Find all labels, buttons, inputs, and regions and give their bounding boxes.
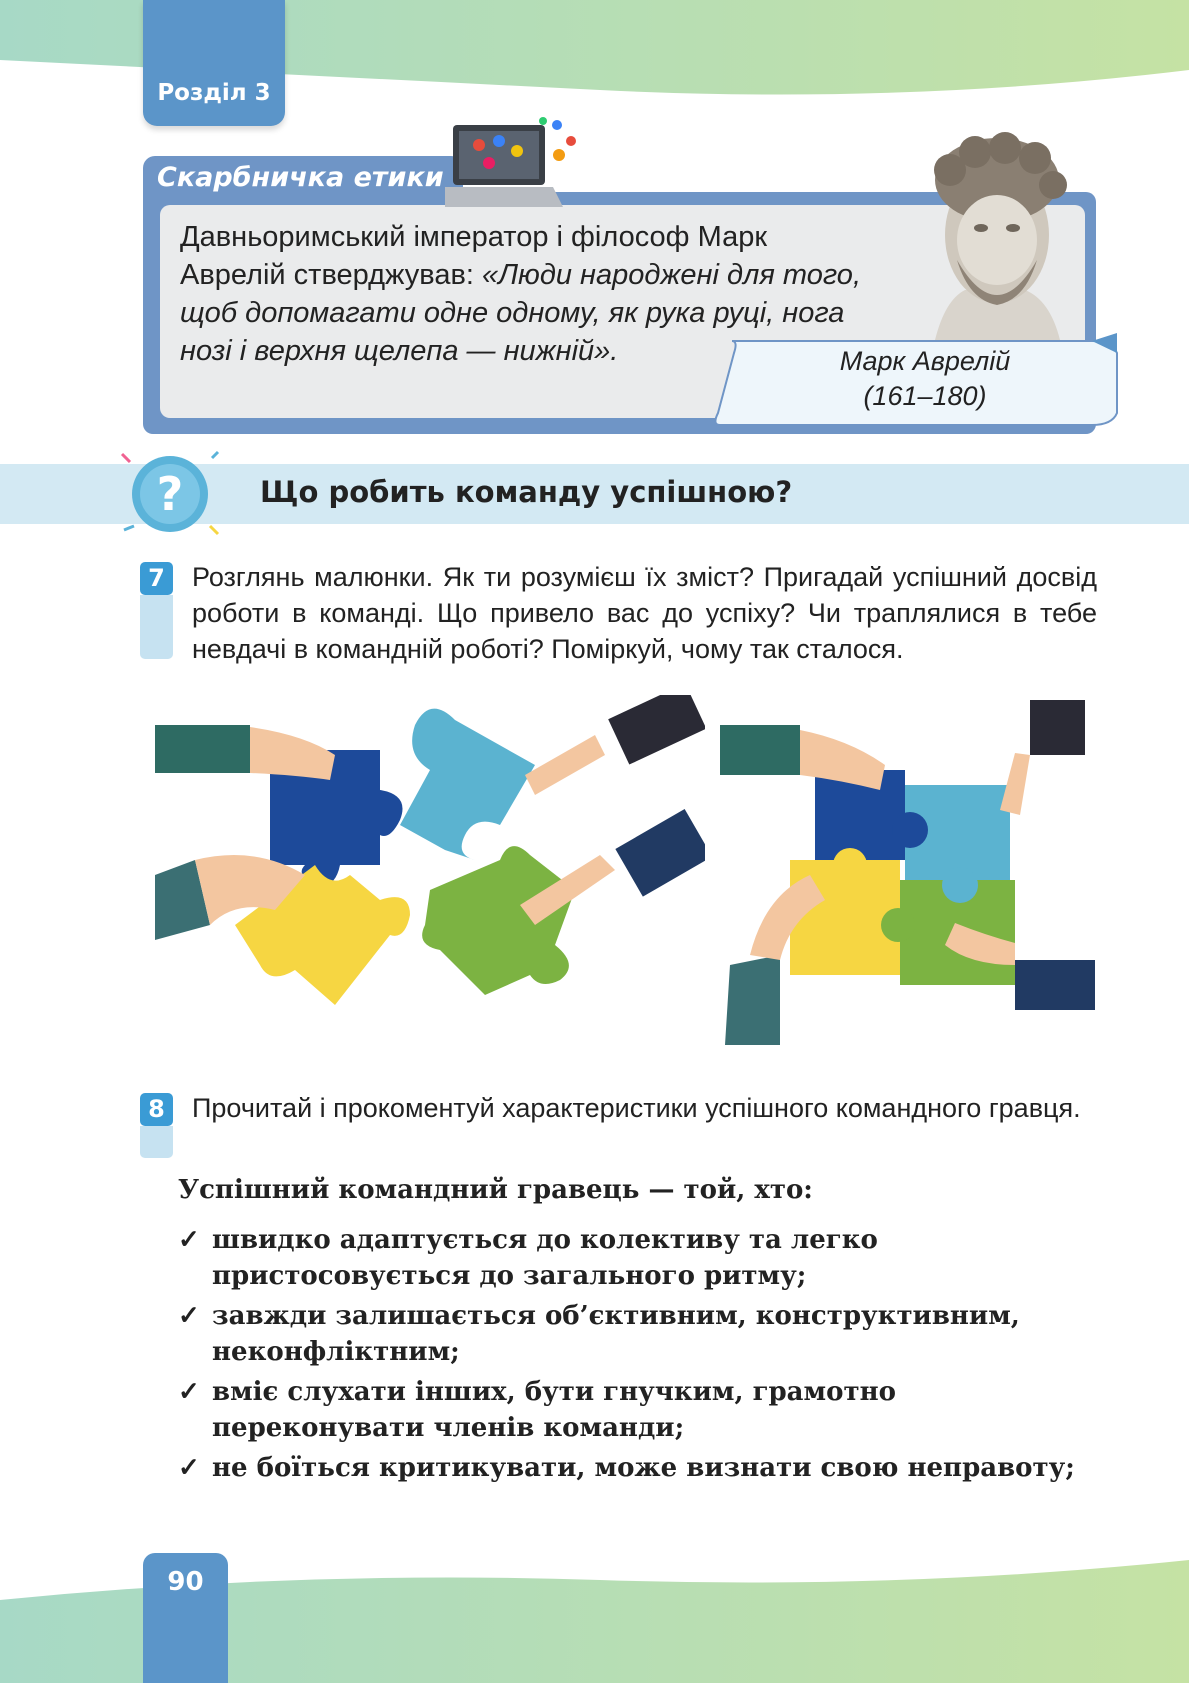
task-8-text: Прочитай і прокоментуй характеристики успішного командного гравця. — [192, 1093, 1081, 1123]
page-number-tab — [143, 1553, 228, 1683]
task-7-number: 7 — [140, 562, 173, 595]
task-7-marker-tail — [140, 595, 173, 659]
caption-years: (161–180) — [863, 381, 987, 411]
list-item: ✓ швидко адаптується до колективу та легко пристосовується до загального ритму; — [178, 1222, 1098, 1294]
ethics-label-tab — [143, 156, 463, 202]
page-number: 90 — [167, 1567, 204, 1597]
question-mark-icon — [120, 448, 220, 540]
task-7-text: Розглянь малюнки. Як ти розумієш їх зміст? Пригадай успішний досвід роботи в команді. Що привело вас до успіху? Чи траплялися в тебе невдачі в командній роботі? Поміркуй, чому так сталося. — [192, 562, 1097, 664]
ethics-text-quote: «Люди народжені для того, щоб допомагати одне одному, як рука руці, нога нозі і верхня щелепа — нижній». — [180, 259, 861, 367]
assembled-puzzle-illustration — [720, 695, 1100, 1050]
question-title: Що робить команду успішною? — [260, 475, 793, 509]
task-8-marker-tail — [140, 1126, 173, 1158]
svg-text:?: ? — [156, 467, 184, 521]
checkmark-icon: ✓ — [178, 1225, 200, 1255]
caption-name: Марк Аврелій — [839, 346, 1011, 376]
list-item: ✓ вміє слухати інших, бути гнучким, грамотно переконувати членів команди; — [178, 1374, 1098, 1446]
portrait-caption — [800, 344, 1050, 414]
player-heading: Успішний командний гравець — той, хто: — [178, 1175, 813, 1205]
list-item: ✓ не боїться критикувати, може визнати свою неправоту; — [178, 1450, 1098, 1486]
section-label: Розділ 3 — [157, 80, 271, 106]
laptop-social-icon — [445, 115, 585, 215]
task-8-number: 8 — [140, 1093, 173, 1126]
player-traits-list — [178, 1222, 1098, 1490]
list-item: ✓ завжди залишається об’єктивним, конструктивним, неконфліктним; — [178, 1298, 1098, 1370]
checkmark-icon: ✓ — [178, 1453, 200, 1483]
section-tab — [143, 0, 285, 126]
ethics-text-plain: Давньоримський імператор і філософ Марк Аврелій стверджував: — [180, 221, 768, 291]
checkmark-icon: ✓ — [178, 1377, 200, 1407]
scattered-puzzle-illustration — [155, 695, 705, 1025]
ethics-label: Скарбничка етики — [157, 162, 444, 193]
marcus-aurelius-bust-image — [905, 130, 1085, 350]
checkmark-icon: ✓ — [178, 1301, 200, 1331]
